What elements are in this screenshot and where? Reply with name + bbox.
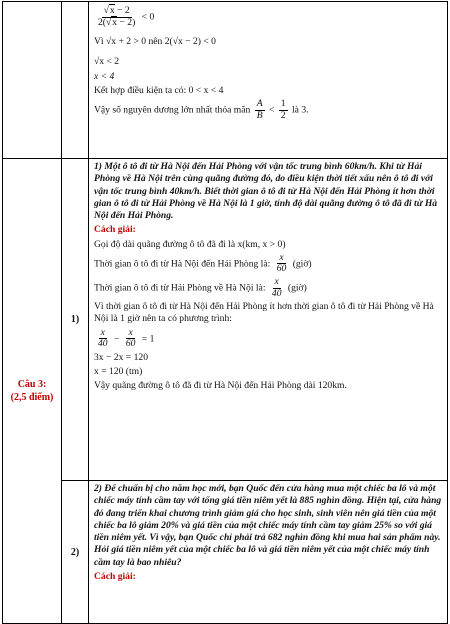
fraction: $\frac{1}{2}$ [280,98,286,121]
solution-cell [89,159,448,481]
fraction: $\frac{x}{40}$ [98,326,108,350]
solution-cell [89,481,448,624]
equation: $\frac{x}{40}$ − $\frac{x}{60}$ = 1 [98,326,155,350]
question-number: Câu 3: [17,378,47,390]
fraction: $\frac{x}{60}$ [276,251,287,275]
text-line: Vì thời gian ô tô đi từ Hà Nội đến Hải Phòng ít hơn thời gian ô tô đi từ Hải Phòng về Hà Nội là 1 giờ nên ta có phương trình: [94,301,434,325]
text-line: Kết hợp điều kiện ta có: 0 < x < 4 [94,84,224,96]
conclusion: Vậy quãng đường ô tô đã đi từ Hà Nội đến Hải Phòng dài 120km. [94,380,347,392]
text: là 3. [292,104,309,116]
equation: x = 120 (tm) [94,365,143,377]
text: (giờ) [292,258,312,270]
solution-table [2,1,448,624]
text-line [94,277,443,299]
question-label-cell [3,159,62,624]
math-line: √x < 2 [94,56,120,68]
table-row [3,159,448,481]
text: (giờ) [287,282,307,294]
text: Vậy số nguyên dương lớn nhất thỏa mãn [94,104,251,116]
question-points: (2,5 điểm) [10,392,54,403]
fraction: $\frac{√x - 2}{2(√x - 2)}$ [98,5,136,28]
text-line [94,253,443,275]
part-number-cell: 1) [62,159,89,481]
fraction: $\frac{x}{40}$ [271,275,282,299]
fraction: $\frac{x}{60}$ [125,326,136,350]
equation: 3x − 2x = 120 [94,351,148,363]
empty-cell [62,2,89,159]
text-line: Gọi độ dài quãng đường ô tô đã đi là x(km, x > 0) [94,238,286,250]
math-line: x < 4 [94,70,115,82]
problem-statement: 2) Để chuẩn bị cho năm học mới, bạn Quốc đến cửa hàng mua một chiếc ba lô và một chiếc máy tính cầm tay với tổng giá tiền niêm yết là 885 nghìn đồng. Hiện tại, cửa hàng đó đang triển khai chương trình giảm giá cho học sinh, sinh viên nên giá tiền của một chiếc ba lô giảm 20% và giá tiền của một chiếc máy tính cầm tay giảm 25% so với giá tiền niêm yết. Vì vậy, bạn Quốc chỉ phải trả 682 nghìn đồng khi mua hai sản phẩm này. Hỏi giá tiền niêm yết của một chiếc ba lô và giá tiền niêm yết của một chiếc máy tính cầm tay là bao nhiêu? [94,483,442,568]
table-row [3,2,448,159]
math-line: $\frac{√x - 2}{2(√x - 2)}$ < 0 [98,5,155,28]
empty-cell [3,2,62,159]
math-line: Vì √x + 2 > 0 nên 2(√x − 2) < 0 [94,36,216,48]
problem-statement: 1) Một ô tô đi từ Hà Nội đến Hải Phòng với vận tốc trung bình 60km/h. Khi từ Hải Phòng về Hà Nội trên cùng quãng đường đó, do điều kiện thời tiết xấu nên ô tô đi với vận tốc trung bình 40km/h. Biết thời gian ô tô đi từ Hà Nội đến Hải Phòng ít hơn thời gian ô tô đi từ Hải Phòng về Hà Nội là 1 giờ, tính độ dài quãng đường ô tô đã đi từ Hà Nội đến Hải Phòng. [94,161,438,222]
part-number-cell: 2) [62,481,89,624]
text-line: Vậy số nguyên dương lớn nhất thỏa mãn $\frac{A}{B}$ < $\frac{1}{2}$ là 3. [94,98,309,121]
fraction: $\frac{A}{B}$ [256,98,263,121]
text: Thời gian ô tô đi từ Hải Phòng về Hà Nội là: [94,282,266,294]
method-heading: Cách giải: [94,224,136,236]
solution-cell [89,2,448,159]
text: Thời gian ô tô đi từ Hà Nội đến Hải Phòng là: [94,258,271,270]
table-row [3,481,448,624]
method-heading: Cách giải: [94,570,136,582]
